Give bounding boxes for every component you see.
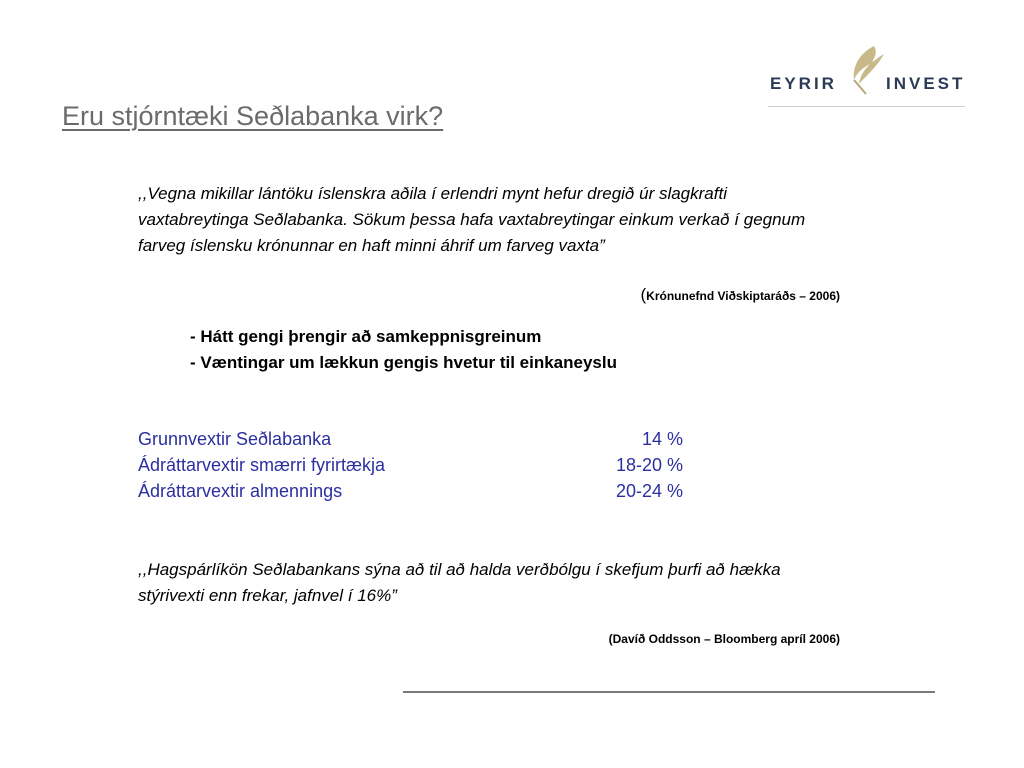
quote-david-oddsson: ,,Hagspárlíkön Seðlabankans sýna að til að halda verðbólgu í skefjum þurfi að hækka stýrivexti enn frekar, jafnvel í 16%” xyxy=(138,560,781,605)
eyrir-invest-logo xyxy=(768,44,968,108)
logo-divider xyxy=(768,106,965,107)
bullet-item: - Hátt gengi þrengir að samkeppnisgreinum xyxy=(190,327,542,346)
rate-row-smaerri-fyrirtaekja xyxy=(138,452,683,478)
rate-label: Ádráttarvextir smærri fyrirtækja xyxy=(138,455,386,475)
quote-kronunefnd: ,,Vegna mikillar lántöku íslenskra aðila í erlendri mynt hefur dregið úr slagkrafti vaxtabreytinga Seðlabanka. Sökum þessa hafa vaxtabreytingar einkum verkað í gegnum farveg íslensku krónunnar en haft minni áhrif um farveg vaxta” xyxy=(138,184,806,255)
citation-kronunefnd xyxy=(640,285,840,305)
feather-logo-icon xyxy=(844,44,888,96)
bottom-divider xyxy=(403,691,935,693)
bullet-list xyxy=(190,324,617,376)
rate-label: Grunnvextir Seðlabanka xyxy=(138,429,332,449)
rate-row-grunnvextir xyxy=(138,426,683,452)
rate-value: 18-20 % xyxy=(615,455,683,475)
rate-label: Ádráttarvextir almennings xyxy=(138,481,343,501)
logo-text-invest: INVEST xyxy=(886,74,966,93)
interest-rates-list xyxy=(138,426,683,504)
citation-text: Krónunefnd Viðskiptaráðs – 2006) xyxy=(646,289,840,303)
page-title: Eru stjórntæki Seðlabanka virk? xyxy=(62,101,444,131)
rate-value: 20-24 % xyxy=(615,481,683,501)
rate-value: 14 % xyxy=(641,429,683,449)
citation-bloomberg: (Davíð Oddsson – Bloomberg apríl 2006) xyxy=(608,632,840,646)
logo-text-eyrir: EYRIR xyxy=(770,74,837,93)
bullet-item: - Væntingar um lækkun gengis hvetur til einkaneyslu xyxy=(190,353,617,372)
rate-row-almennings xyxy=(138,478,683,504)
citation-paren: ( xyxy=(640,285,647,304)
